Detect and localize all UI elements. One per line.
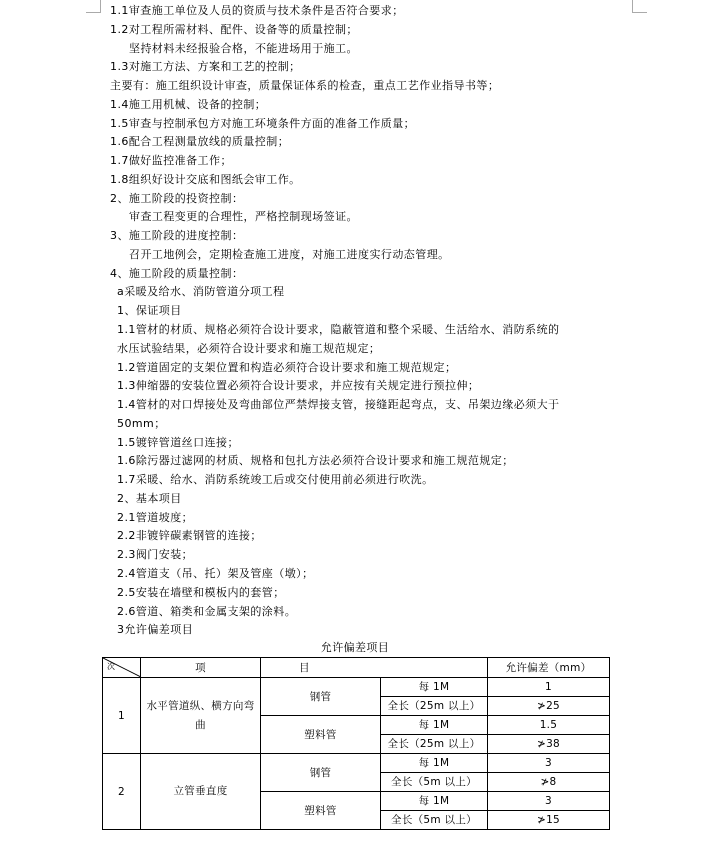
table-header-row (103, 658, 610, 678)
text-line: 3、施工阶段的进度控制： (110, 229, 244, 243)
text-line: a采暖及给水、消防管道分项工程 (117, 285, 285, 299)
text-line: 1.2对工程所需材料、配件、设备等的质量控制； (110, 22, 358, 36)
text-line: 1.5镀锌管道丝口连接； (117, 435, 239, 449)
text-line: 1.7采暖、给水、消防系统竣工后或交付使用前必须进行吹洗。 (117, 473, 434, 487)
tolerance-cell: ≯38 (488, 735, 610, 754)
tolerance-cell: 1 (488, 678, 610, 697)
text-line: 2.4管道支（吊、托）架及管座（墩）； (117, 566, 314, 580)
text-line: 主要有：施工组织设计审查，质量保证体系的检查，重点工艺作业指导书等； (110, 79, 500, 93)
group-name: 水平管道纵、横方向弯曲 (141, 678, 261, 754)
text-line: 1、保证项目 (117, 304, 182, 318)
text-line: 1.3伸缩器的安装位置必须符合设计要求，并应按有关规定进行预拉伸； (117, 379, 480, 393)
tolerance-cell: 3 (488, 754, 610, 773)
text-line: 2.3阀门安装； (117, 548, 194, 562)
group-number: 2 (103, 754, 141, 830)
text-line: 审查工程变更的合理性，严格控制现场签证。 (129, 210, 358, 224)
text-line: 1.3对施工方法、方案和工艺的控制； (110, 60, 301, 74)
text-line: 2.2非镀锌碳素钢管的连接； (117, 529, 262, 543)
tolerance-cell: 3 (488, 792, 610, 811)
tolerance-cell: 1.5 (488, 716, 610, 735)
text-line: 1.5审查与控制承包方对施工环境条件方面的准备工作质量； (110, 116, 416, 130)
text-line: 50mm； (117, 416, 166, 430)
text-line: 1.1审查施工单位及人员的资质与技术条件是否符合要求； (110, 4, 404, 17)
text-line: 2、施工阶段的投资控制： (110, 191, 244, 205)
body-text (110, 2, 630, 640)
text-line: 1.2管道固定的支架位置和构造必须符合设计要求和施工规范规定； (117, 360, 457, 374)
text-line: 召开工地例会，定期检查施工进度，对施工进度实行动态管理。 (129, 247, 450, 261)
text-line: 水压试验结果，必须符合设计要求和施工规范规定； (117, 341, 381, 355)
tolerance-cell: ≯25 (488, 697, 610, 716)
header-item-right: 目 (261, 658, 488, 678)
tolerance-table (102, 657, 610, 830)
tolerance-cell: ≯15 (488, 811, 610, 830)
text-line: 2.5安装在墙壁和模板内的套管； (117, 585, 285, 599)
text-line: 1.4管材的对口焊接处及弯曲部位严禁焊接支管，接缝距起弯点，支、吊架边缘必须大于 (117, 398, 560, 412)
material-cell: 塑料管 (261, 716, 381, 754)
text-line: 坚持材料未经报验合格，不能进场用于施工。 (129, 41, 358, 55)
material-cell: 塑料管 (261, 792, 381, 830)
text-line: 3允许偏差项目 (117, 623, 194, 637)
page-corner-mark-left (86, 0, 101, 13)
group-number: 1 (103, 678, 141, 754)
group-name: 立管垂直度 (141, 754, 261, 830)
condition-cell: 每 1M (381, 792, 488, 811)
condition-cell: 全长（5m 以上） (381, 773, 488, 792)
header-item-left: 项 (141, 658, 261, 678)
text-line: 2.6管道、箱类和金属支架的涂料。 (117, 604, 297, 618)
table-caption: 允许偏差项目 (320, 641, 390, 654)
condition-cell: 每 1M (381, 678, 488, 697)
condition-cell: 每 1M (381, 716, 488, 735)
table-row (103, 678, 610, 697)
condition-cell: 每 1M (381, 754, 488, 773)
text-line: 2.1管道坡度； (117, 510, 194, 524)
material-cell: 钢管 (261, 754, 381, 792)
material-cell: 钢管 (261, 678, 381, 716)
text-line: 1.1管材的材质、规格必须符合设计要求，隐蔽管道和整个采暖、生活给水、消防系统的 (117, 323, 560, 337)
header-corner-cell (103, 658, 141, 678)
text-line: 1.6除污器过滤网的材质、规格和包扎方法必须符合设计要求和施工规范规定； (117, 454, 514, 468)
text-line: 1.7做好监控准备工作； (110, 154, 232, 168)
text-line: 1.6配合工程测量放线的质量控制； (110, 135, 290, 149)
condition-cell: 全长（5m 以上） (381, 811, 488, 830)
condition-cell: 全长（25m 以上） (381, 735, 488, 754)
table-row (103, 754, 610, 773)
header-corner-label: 次 (107, 662, 116, 671)
tolerance-cell: ≯8 (488, 773, 610, 792)
text-line: 1.4施工用机械、设备的控制； (110, 97, 267, 111)
text-line: 2、基本项目 (117, 491, 182, 505)
text-line: 1.8组织好设计交底和图纸会审工作。 (110, 172, 301, 186)
condition-cell: 全长（25m 以上） (381, 697, 488, 716)
header-tolerance: 允许偏差（mm） (488, 658, 610, 678)
page-corner-mark-right (632, 0, 647, 13)
text-line: 4、施工阶段的质量控制： (110, 266, 244, 280)
